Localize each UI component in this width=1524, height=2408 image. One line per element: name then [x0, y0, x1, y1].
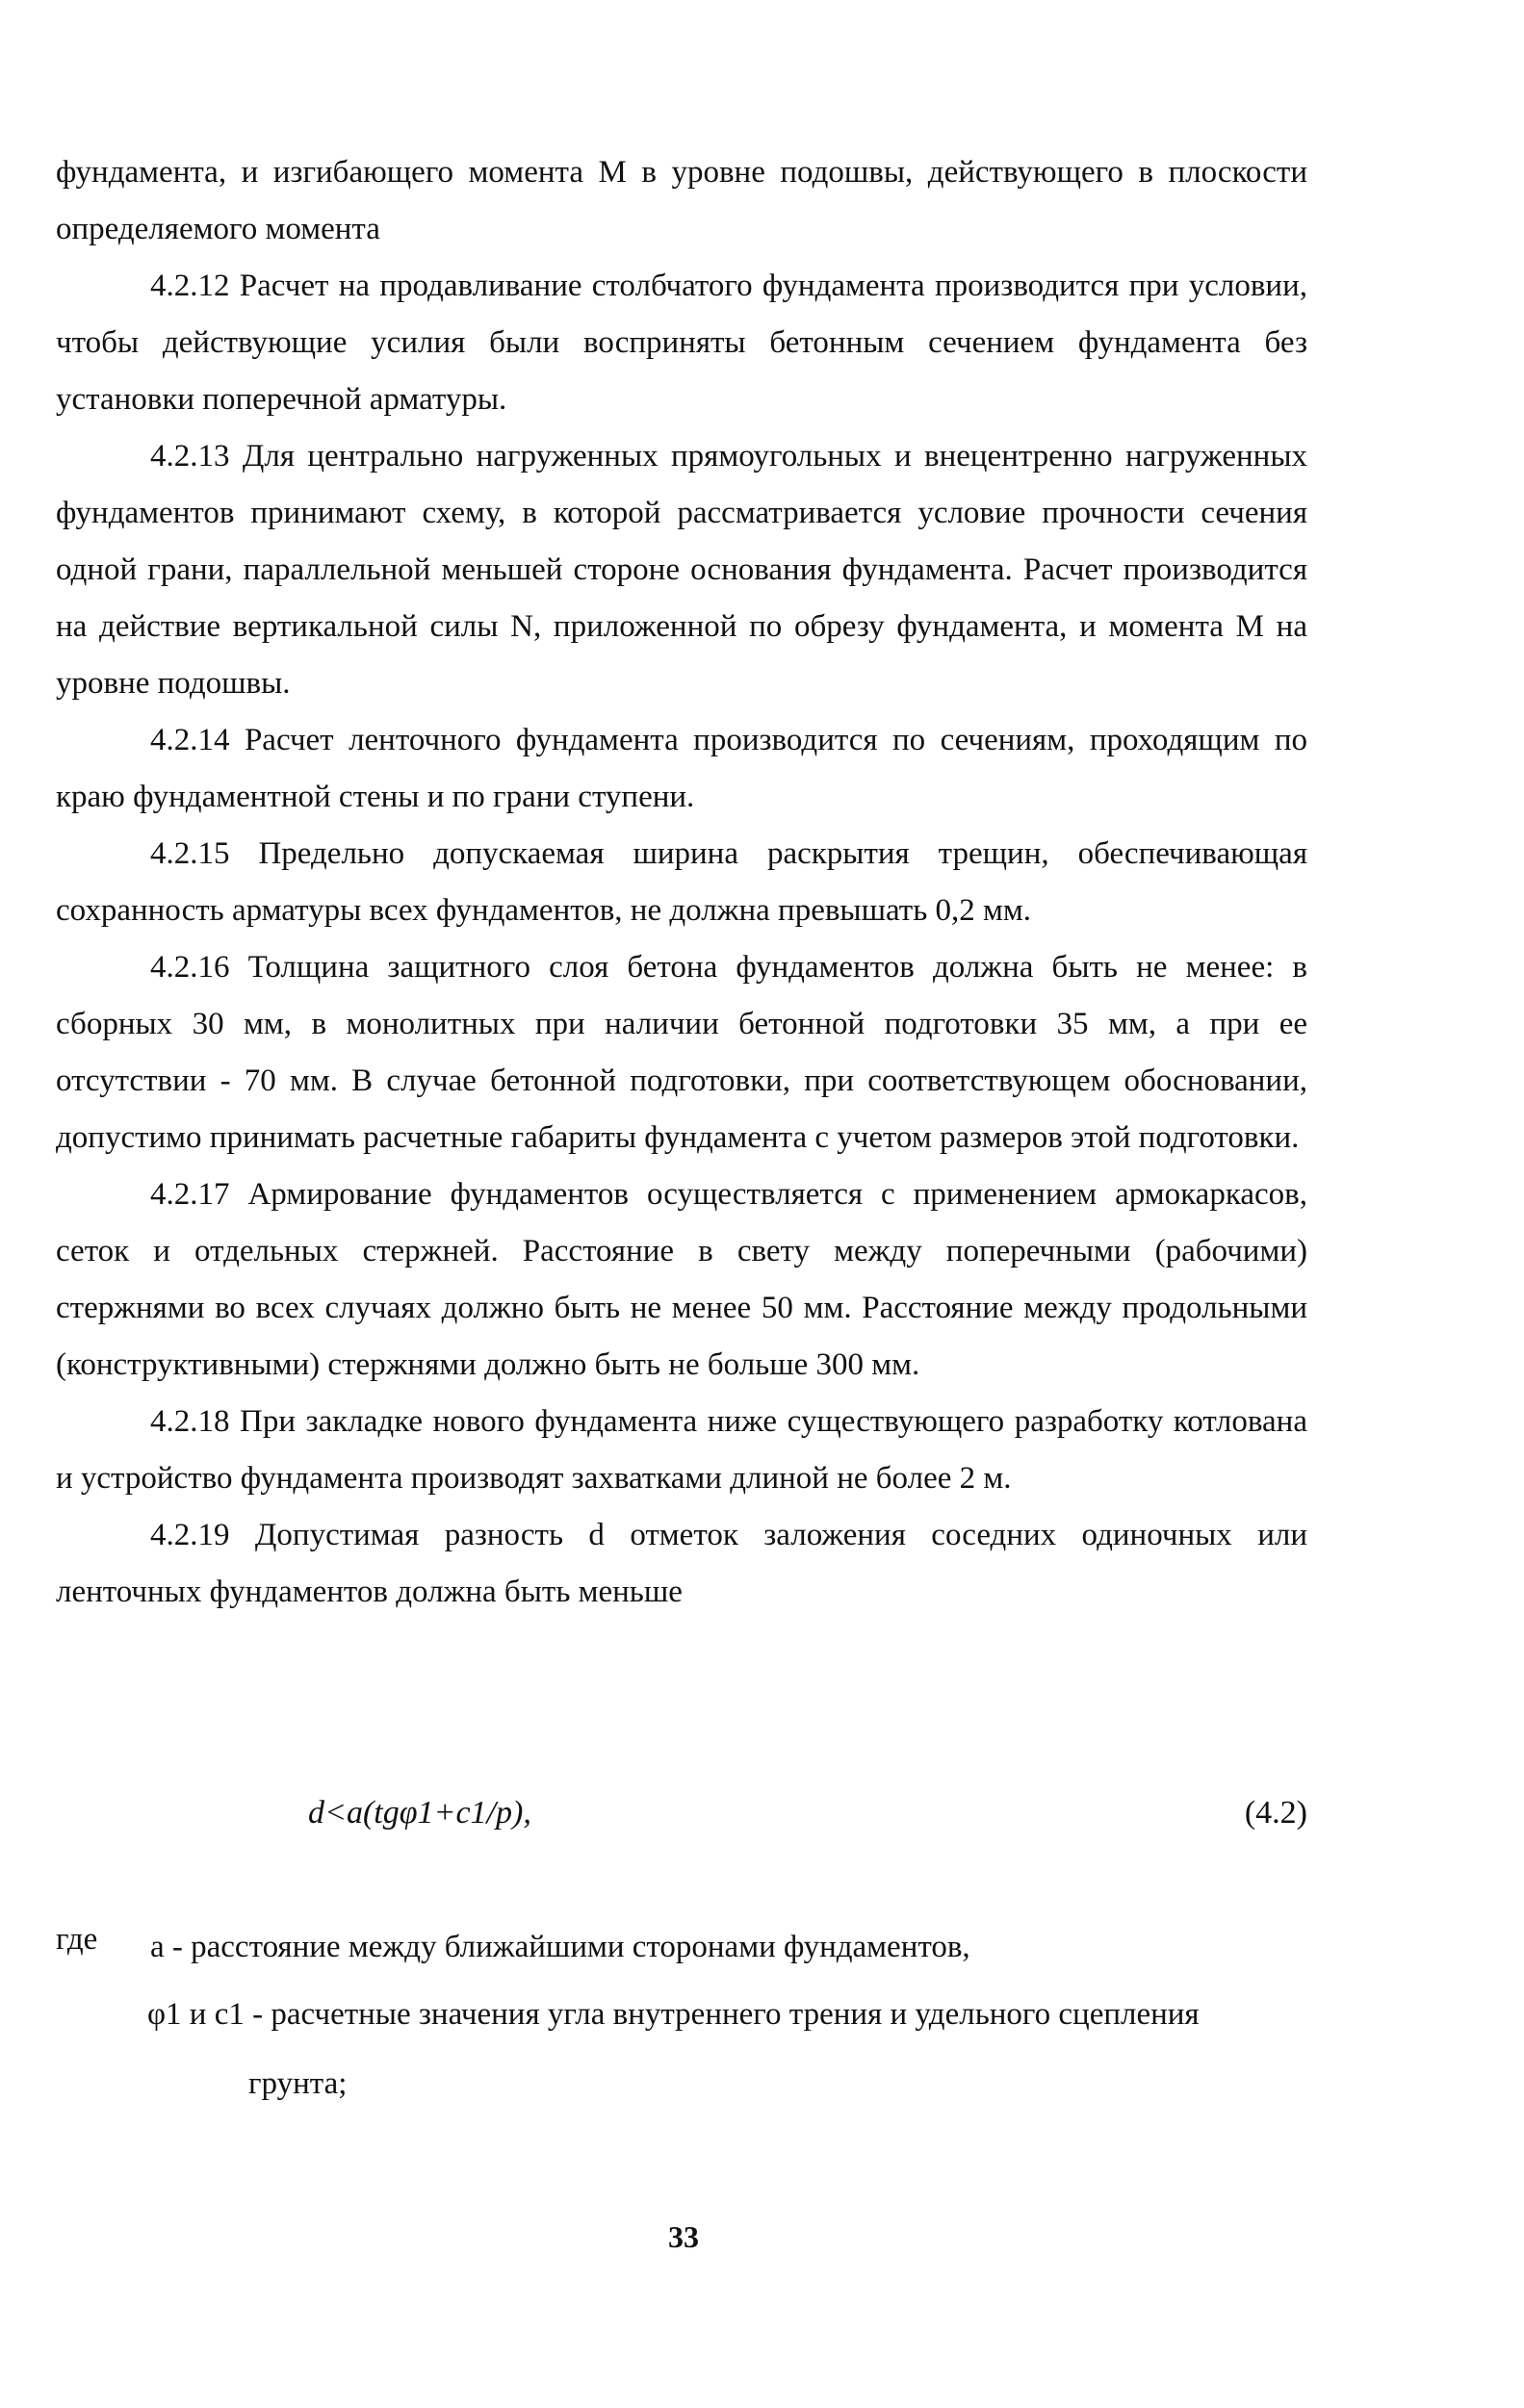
- formula-row: [56, 1795, 1307, 1853]
- paragraph-4-2-18: 4.2.18 При закладке нового фундамента ниже существующего разработку котлована и устройство фундамента производят захватками длиной не более 2 м.: [56, 1404, 1307, 1496]
- body-text: [56, 144, 1307, 1621]
- paragraph-4-2-14: 4.2.14 Расчет ленточного фундамента производится по сечениям, проходящим по краю фундаментной стены и по грани ступени.: [56, 723, 1307, 814]
- paragraph-4-2-19: 4.2.19 Допустимая разность d отметок заложения соседних одиночных или ленточных фундаментов должна быть меньше: [56, 1518, 1307, 1609]
- paragraph-4-2-15: 4.2.15 Предельно допускаемая ширина раскрытия трещин, обеспечивающая сохранность арматуры всех фундаментов, не должна превышать 0,2 мм.: [56, 836, 1307, 928]
- where-word: где: [56, 1922, 98, 1957]
- page-number: 33: [668, 2219, 699, 2254]
- paragraph-4-2-17: 4.2.17 Армирование фундаментов осуществляется с применением армокаркасов, сеток и отдельных стержней. Расстояние в свету между поперечными (рабочими) стержнями во всех случаях должно быть не менее 50 мм. Расстояние между продольными (конструктивными) стержнями должно быть не больше 300 мм.: [56, 1177, 1307, 1382]
- paragraph-4-2-13: 4.2.13 Для центрально нагруженных прямоугольных и внецентренно нагруженных фундаментов принимают схему, в которой рассматривается условие прочности сечения одной грани, параллельной меньшей стороне основания фундамента. Расчет производится на действие вертикальной силы N, приложенной по обрезу фундамента, и момента M на уровне подошвы.: [56, 439, 1307, 701]
- paragraph-4-2-16: 4.2.16 Толщина защитного слоя бетона фундаментов должна быть не менее: в сборных 30 мм, в монолитных при наличии бетонной подготовки 35 мм, а при ее отсутствии - 70 мм. В случае бетонной подготовки, при соответствующем обосновании, допустимо принимать расчетные габариты фундамента с учетом размеров этой подготовки.: [56, 950, 1307, 1155]
- paragraph-continuation: фундамента, и изгибающего момента M в уровне подошвы, действующего в плоскости определяемого момента: [56, 155, 1307, 246]
- formula-expression: d<a(tgφ1+c1/p),: [308, 1795, 531, 1831]
- formula-number: (4.2): [1244, 1795, 1307, 1831]
- definition-phi-c: φ1 и c1 - расчетные значения угла внутреннего трения и удельного сцепления: [147, 1997, 1200, 2032]
- definition-a: a - расстояние между ближайшими сторонами фундаментов,: [150, 1930, 970, 1964]
- paragraph-4-2-12: 4.2.12 Расчет на продавливание столбчатого фундамента производится при условии, чтобы действующие усилия были восприняты бетонным сечением фундамента без установки поперечной арматуры.: [56, 269, 1307, 417]
- definition-continuation: грунта;: [248, 2066, 348, 2101]
